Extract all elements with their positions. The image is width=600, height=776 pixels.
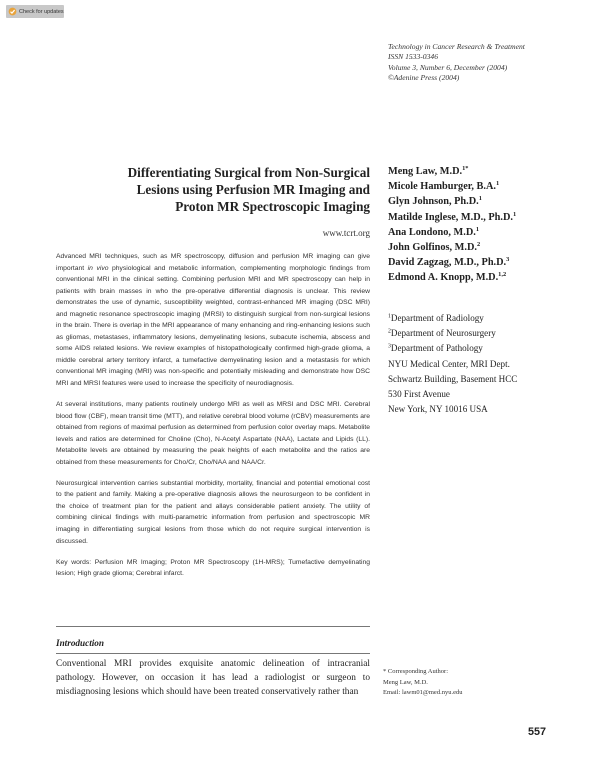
section-heading: Introduction <box>56 638 104 648</box>
journal-volume: Volume 3, Number 6, December (2004) <box>388 62 508 72</box>
affiliations <box>388 311 588 417</box>
author: John Golfinos, M.D.$^2$ <box>388 241 481 254</box>
author: Ana Londono, M.D.$^1$ <box>388 225 480 238</box>
check-for-updates-badge[interactable] <box>6 5 64 18</box>
introduction-text: Conventional MRI provides exquisite anatomic delineation of intracranial pathology. However, on occasion it has lead a radiologist or surgeon to misdiagnosing lesions which should have been treated conservatively rather than <box>56 659 370 697</box>
journal-url[interactable]: www.tcrt.org <box>322 228 370 238</box>
abstract <box>56 251 370 589</box>
department: $^1$Department of Radiology <box>388 313 484 323</box>
author-list <box>388 164 588 286</box>
journal-header <box>388 42 588 84</box>
corresponding-author <box>383 667 583 699</box>
corresponding-email[interactable]: Email: lawm01@med.nyu.edu <box>383 689 463 697</box>
author: Meng Law, M.D.$^{1*}$ <box>388 165 469 177</box>
journal-copyright: ©Adenine Press (2004) <box>388 73 460 83</box>
keywords: Key words: Perfusion MR Imaging; Proton MR Spectroscopy (1H-MRS); Tumefactive demyelinating lesion; High grade glioma; Cerebral infarct. <box>56 558 370 578</box>
corresponding-name: Meng Law, M.D. <box>383 678 428 686</box>
address-line: NYU Medical Center, MRI Dept. <box>388 358 510 369</box>
check-for-updates-label: Check for updates <box>19 8 64 15</box>
address-line: New York, NY 10016 USA <box>388 404 488 415</box>
address-line: 530 First Avenue <box>388 389 450 400</box>
journal-issn: ISSN 1533-0346 <box>388 52 438 62</box>
author: Glyn Johnson, Ph.D.$^1$ <box>388 195 482 208</box>
section-rule <box>56 626 370 627</box>
title-line: Lesions using Perfusion MR Imaging and <box>136 182 370 198</box>
corresponding-heading: * Corresponding Author: <box>383 668 448 675</box>
author: David Zagzag, M.D., Ph.D.$^3$ <box>388 256 510 269</box>
address-line: Schwartz Building, Basement HCC <box>388 373 518 384</box>
author: Matilde Inglese, M.D., Ph.D.$^1$ <box>388 210 517 223</box>
journal-name: Technology in Cancer Research & Treatment <box>388 42 525 51</box>
abstract-paragraph: At several institutions, many patients routinely undergo MRI as well as MRSI and DSC MRI. Cerebral blood flow (CBF), mean transit time (MTT), and relative cerebral blood volume (rCBV) measurements are obtained from regions of maximal perfusion as determined from perfusion color overlay maps. Metabolite levels and ratios are determined for Choline (Cho), N-Acetyl Aspartate (NAA), Lactate and Lipids (LL). Metabolite levels are obtained by measuring the peak heights of each metabolite and the ratios are obtained from these measurements for Cho/Cr, Cho/NAA and NAA/Cr. <box>56 401 370 466</box>
title-line: Differentiating Surgical from Non-Surgical <box>127 165 370 180</box>
section-rule <box>56 653 370 654</box>
author: Edmond A. Knopp, M.D.$^{1,2}$ <box>388 271 507 284</box>
title-line: Proton MR Spectroscopic Imaging <box>175 199 370 215</box>
abstract-paragraph: Neurosurgical intervention carries substantial morbidity, mortality, financial and potential emotional cost to the patient and family. Making a pre-operative diagnosis allows the neurosurgeon to be confident in the choice of treatment plan for the patient and allays considerable patient anxiety. The utility of combining clinical findings with multi-parametric information from perfusion and spectroscopic MR imaging in differentiating surgical lesions from those which do not require surgical intervention is discussed. <box>56 479 370 545</box>
check-updates-icon <box>8 7 17 16</box>
page-number: 557 <box>527 726 546 738</box>
article-title <box>96 164 370 216</box>
department: $^3$Department of Pathology <box>388 343 483 354</box>
department: $^2$Department of Neurosurgery <box>388 328 496 339</box>
abstract-paragraph: Advanced MRI techniques, such as MR spectroscopy, diffusion and perfusion MR imaging can give important in vivo physiological and metabolic information, complementing morphologic findings from conventional MRI in the clinical setting. Combining perfusion MRI and MR spectroscopy can help in patients with brain masses in who the pre-operative differential diagnosis is unclear. This review demonstrates the use of dynamic, susceptibility weighted, contrast-enhanced MR imaging (DSC MRI) and magnetic resonance spectroscopic imaging (MRSI) to distinguish surgical from non-surgical lesions in the brain. There is overlap in the MRI appearance of many enhancing and ring-enhancing lesions such as gliomas, metastases, inflammatory lesions, demyelinating lesions, subacute ischemia, abscess and some AIDS related lesions. We review examples of histopathologically confirmed high-grade glioma, a middle cerebral artery territory infarct, a tumefactive demyelinating lesion and a metastasis for which conventional MR imaging (MRI) was non-specific and potentially misleading and demonstrate how DSC MRI and MRSI features were used to increase the specificity of neurodiagnosis. <box>56 253 370 388</box>
author: Micole Hamburger, B.A.$^1$ <box>388 180 500 193</box>
